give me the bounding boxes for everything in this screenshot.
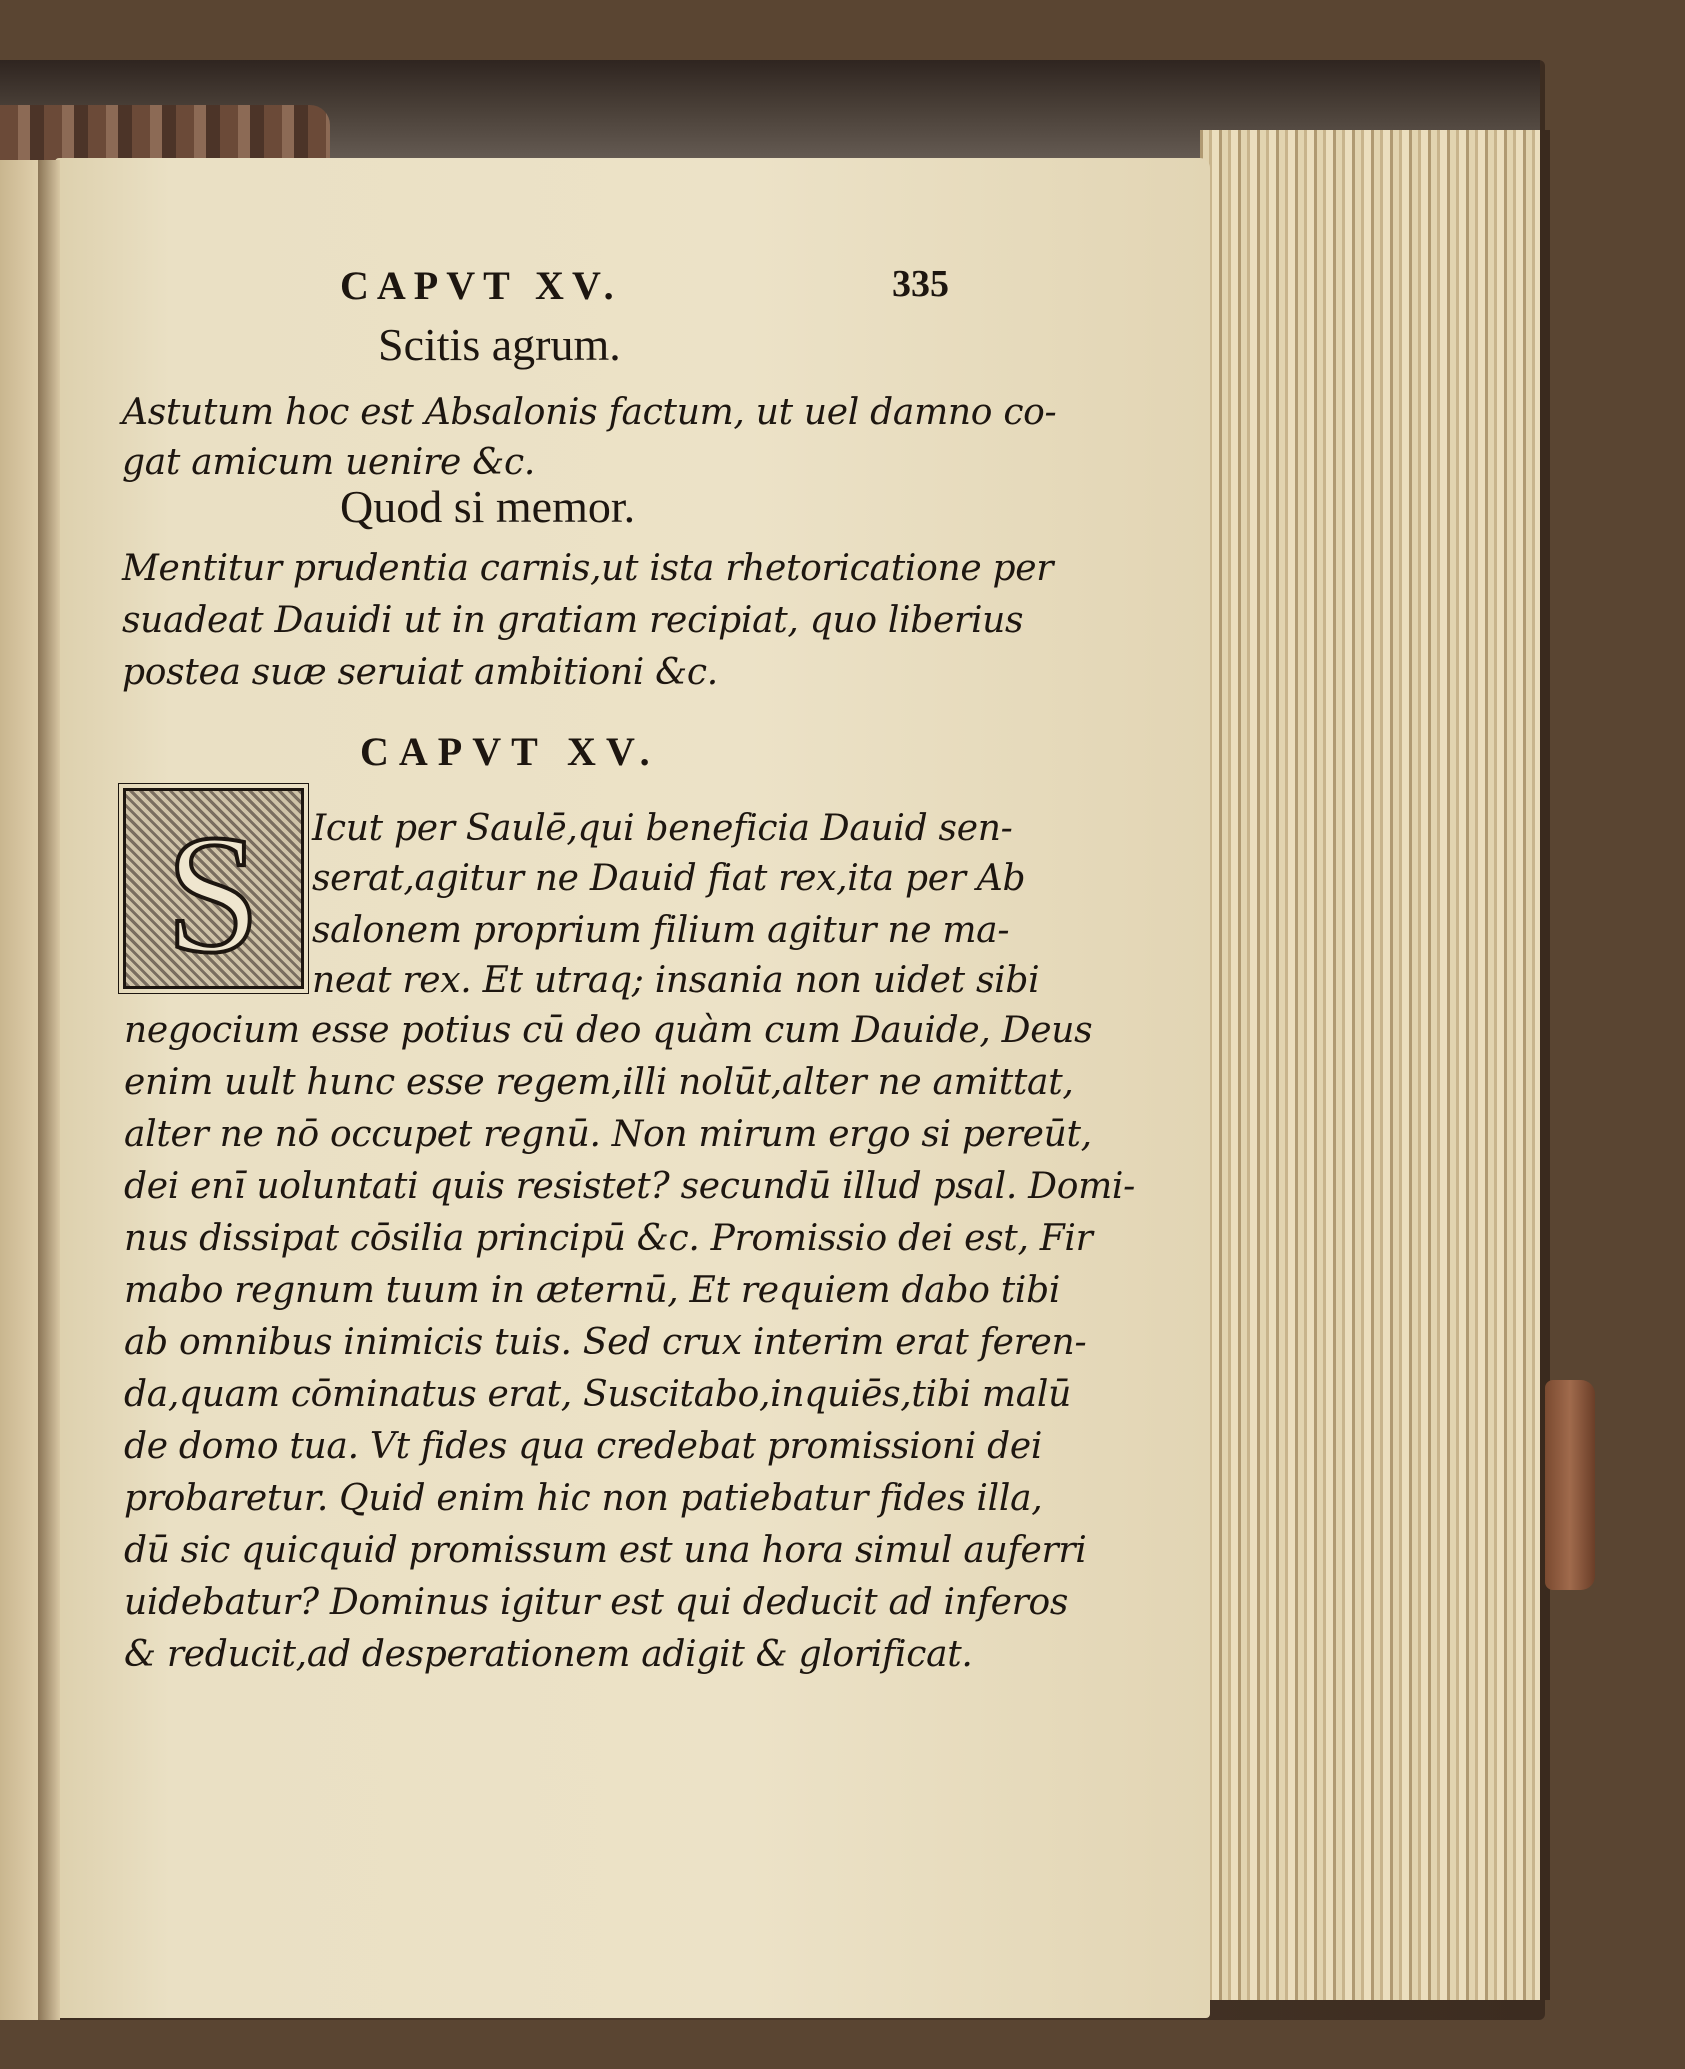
body-line: mabo regnum tuum in æternū, Et requiem dabo tibi [124, 1270, 1061, 1311]
ornament-icon [126, 791, 301, 986]
page-edges [1200, 130, 1550, 2000]
body-line: salonem proprium filium agitur ne ma- [312, 910, 1010, 951]
initial-letter: S [165, 800, 261, 986]
body-line: neat rex. Et utraq; insania non uidet sibi [312, 960, 1040, 1001]
book-spine-edge [0, 105, 330, 165]
body-line: probaretur. Quid enim hic non patiebatur fides illa, [124, 1478, 1043, 1519]
body-line: & reducit,ad desperationem adigit & glorificat. [124, 1634, 973, 1675]
commentary-line: gat amicum uenire &c. [122, 442, 535, 483]
commentary-line: suadeat Dauidi ut in gratiam recipiat, quo liberius [122, 600, 1024, 641]
body-line: Icut per Saulē,qui beneficia Dauid sen- [312, 808, 1013, 849]
bookmark-tab[interactable] [1545, 1380, 1595, 1590]
body-line: de domo tua. Vt fides qua credebat promissioni dei [124, 1426, 1043, 1467]
body-line: nus dissipat cōsilia principū &c. Promissio dei est, Fir [124, 1218, 1093, 1259]
body-line: uidebatur? Dominus igitur est qui deducit ad inferos [124, 1582, 1069, 1623]
folio-number: 335 [892, 263, 949, 305]
page-gutter [38, 160, 60, 2020]
body-line: dei enī uoluntati quis resistet? secundū illud psal. Domi- [124, 1166, 1136, 1207]
body-line: enim uult hunc esse regem,illi nolūt,alter ne amittat, [124, 1062, 1074, 1103]
body-line: serat,agitur ne Dauid fiat rex,ita per Ab [312, 858, 1026, 899]
body-line: alter ne nō occupet regnū. Non mirum ergo si pereūt, [124, 1114, 1092, 1155]
body-line: da,quam cōminatus erat, Suscitabo,inquiēs,tibi malū [124, 1374, 1071, 1415]
chapter-heading: CAPVT XV. [360, 729, 660, 774]
decorated-initial [123, 788, 304, 989]
body-line: dū sic quicquid promissum est una hora simul auferri [124, 1530, 1087, 1571]
body-line: ab omnibus inimicis tuis. Sed crux interim erat feren- [124, 1322, 1087, 1363]
commentary-line: Astutum hoc est Absalonis factum, ut uel damno co- [122, 392, 1057, 433]
running-head: CAPVT XV. [340, 263, 622, 308]
body-line: negocium esse potius cū deo quàm cum Dauide, Deus [124, 1010, 1093, 1051]
lemma-heading: Quod si memor. [340, 481, 636, 532]
commentary-line: Mentitur prudentia carnis,ut ista rhetoricatione per [122, 548, 1054, 589]
lemma-heading: Scitis agrum. [378, 319, 621, 370]
commentary-line: postea suæ seruiat ambitioni &c. [122, 652, 718, 693]
